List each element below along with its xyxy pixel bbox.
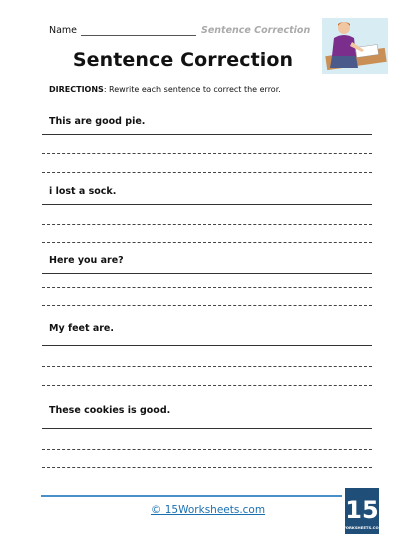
writing-line[interactable]: [42, 153, 372, 154]
prompt-underline: [42, 273, 372, 274]
page-title: Sentence Correction: [72, 49, 294, 71]
name-label: Name: [49, 25, 78, 36]
logo-number: 15: [345, 496, 379, 524]
directions-body: : Rewrite each sentence to correct the error.: [103, 85, 281, 94]
worksheet-subtitle: Sentence Correction: [201, 25, 311, 36]
sentence-prompt: This are good pie.: [49, 116, 146, 127]
sentence-prompt: These cookies is good.: [49, 405, 171, 416]
sentence-prompt: Here you are?: [49, 255, 124, 266]
prompt-underline: [42, 204, 372, 205]
writing-line[interactable]: [42, 287, 372, 288]
name-blank-line: [81, 35, 196, 36]
writing-line[interactable]: [42, 449, 372, 450]
student-writing-illustration: [320, 16, 390, 76]
directions-text: [49, 85, 281, 94]
directions-label: DIRECTIONS: [49, 85, 104, 94]
writing-line[interactable]: [42, 305, 372, 306]
writing-line[interactable]: [42, 385, 372, 386]
sentence-prompt: My feet are.: [49, 323, 114, 334]
writing-line[interactable]: [42, 224, 372, 225]
name-row: [49, 25, 311, 39]
15worksheets-logo: [341, 488, 383, 534]
writing-line[interactable]: [42, 366, 372, 367]
logo-text: WORKSHEETS.COM: [341, 525, 383, 530]
writing-line[interactable]: [42, 242, 372, 243]
prompt-underline: [42, 134, 372, 135]
prompt-underline: [42, 345, 372, 346]
sentence-prompt: i lost a sock.: [49, 186, 117, 197]
writing-line[interactable]: [42, 467, 372, 468]
copyright-text[interactable]: © 15Worksheets.com: [150, 504, 266, 516]
footer-divider: [41, 495, 342, 497]
prompt-underline: [42, 428, 372, 429]
writing-line[interactable]: [42, 172, 372, 173]
